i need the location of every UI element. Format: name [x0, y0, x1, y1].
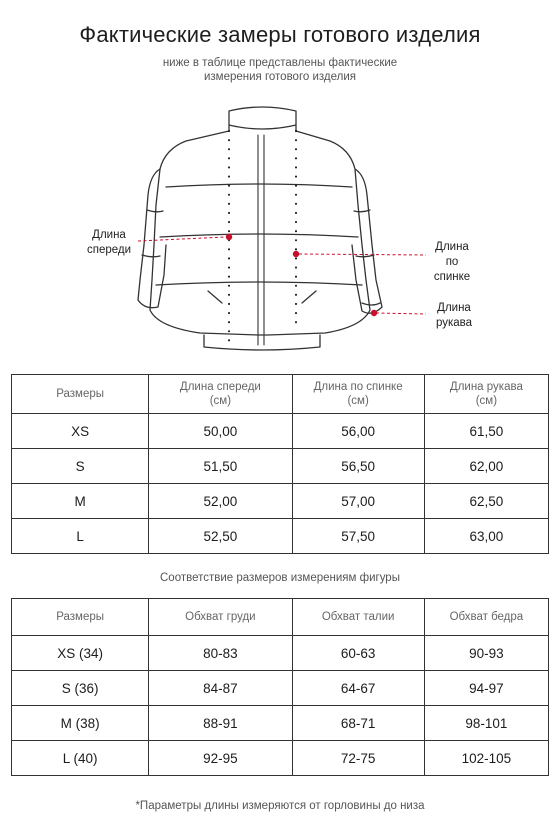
table-row: [12, 414, 549, 449]
collar-fold: [229, 125, 296, 129]
callout-front-length: [80, 228, 138, 258]
table-row: [12, 449, 549, 484]
size-cell: XS: [12, 414, 149, 449]
size-cell: S: [12, 449, 149, 484]
pocket-left: [208, 291, 222, 303]
hem-band: [204, 335, 320, 350]
sleeve-callout-line: [376, 313, 426, 314]
callout-text: спереди: [86, 244, 132, 256]
value-cell: 84-87: [149, 671, 292, 706]
value-cell: 56,50: [292, 449, 424, 484]
table-row: [12, 741, 549, 776]
table-header-row: [12, 375, 549, 414]
table-header-row: [12, 599, 549, 636]
sleeve-quilt-line: [147, 210, 163, 212]
value-cell: 52,50: [149, 519, 292, 554]
size-cell: L: [12, 519, 149, 554]
value-cell: 56,00: [292, 414, 424, 449]
value-cell: 50,00: [149, 414, 292, 449]
front-marker: [226, 234, 232, 240]
quilt-line: [156, 282, 362, 285]
quilt-line: [160, 234, 358, 237]
size-cell: M (38): [12, 706, 149, 741]
value-cell: 63,00: [424, 519, 548, 554]
front-callout-line: [138, 237, 226, 241]
subtitle-line: ниже в таблице представлены фактические: [162, 57, 398, 69]
value-cell: 92-95: [149, 741, 292, 776]
callout-text: Длина: [435, 241, 469, 253]
value-cell: 62,50: [424, 484, 548, 519]
footnote: *Параметры длины измеряются от горловины до низа: [135, 800, 425, 812]
header-cell: Размеры: [12, 599, 149, 636]
page-title: Фактические замеры готового изделия: [79, 22, 481, 47]
value-cell: 51,50: [149, 449, 292, 484]
pocket-right: [302, 291, 316, 303]
callout-text: Длина: [437, 302, 471, 314]
table-row: [12, 484, 549, 519]
callout-back-length: [426, 240, 478, 285]
callout-sleeve-length: [426, 301, 482, 331]
quilt-line: [166, 184, 352, 187]
table-row: [12, 671, 549, 706]
value-cell: 80-83: [149, 636, 292, 671]
callout-text: рукава: [435, 317, 473, 329]
table-row: [12, 636, 549, 671]
value-cell: 72-75: [292, 741, 424, 776]
table-row: [12, 706, 549, 741]
value-cell: 61,50: [424, 414, 548, 449]
header-cell: Длина по спинке (см): [292, 375, 424, 414]
header-cell: Длина рукава (см): [424, 375, 548, 414]
value-cell: 102-105: [424, 741, 548, 776]
subtitle-line: измерения готового изделия: [203, 71, 357, 83]
sleeve-marker: [371, 310, 377, 316]
value-cell: 62,00: [424, 449, 548, 484]
value-cell: 57,50: [292, 519, 424, 554]
table2-caption: Соответствие размеров измерениям фигуры: [160, 572, 400, 584]
header-cell: Обхват талии: [292, 599, 424, 636]
jacket-body-outline: [150, 131, 370, 335]
sleeve-quilt-line: [356, 255, 374, 257]
header-cell: Размеры: [12, 375, 149, 414]
value-cell: 94-97: [424, 671, 548, 706]
size-cell: XS (34): [12, 636, 149, 671]
back-marker: [293, 251, 299, 257]
page-subtitle: [0, 56, 560, 84]
value-cell: 64-67: [292, 671, 424, 706]
body-measurements-table: [11, 598, 549, 776]
header-cell: Длина спереди (см): [149, 375, 292, 414]
value-cell: 88-91: [149, 706, 292, 741]
value-cell: 52,00: [149, 484, 292, 519]
value-cell: 98-101: [424, 706, 548, 741]
sleeve-quilt-line: [354, 210, 370, 212]
garment-measurements-table: [11, 374, 549, 554]
value-cell: 60-63: [292, 636, 424, 671]
callout-text: спинке: [433, 271, 471, 283]
value-cell: 57,00: [292, 484, 424, 519]
value-cell: 90-93: [424, 636, 548, 671]
cuff-line: [362, 303, 380, 305]
header-cell: Обхват бедра: [424, 599, 548, 636]
callout-text: по: [445, 256, 459, 268]
table-row: [12, 519, 549, 554]
value-cell: 68-71: [292, 706, 424, 741]
sleeve-quilt-line: [142, 255, 160, 257]
header-cell: Обхват груди: [149, 599, 292, 636]
callout-text: Длина: [92, 229, 126, 241]
size-cell: S (36): [12, 671, 149, 706]
size-cell: L (40): [12, 741, 149, 776]
size-cell: M: [12, 484, 149, 519]
